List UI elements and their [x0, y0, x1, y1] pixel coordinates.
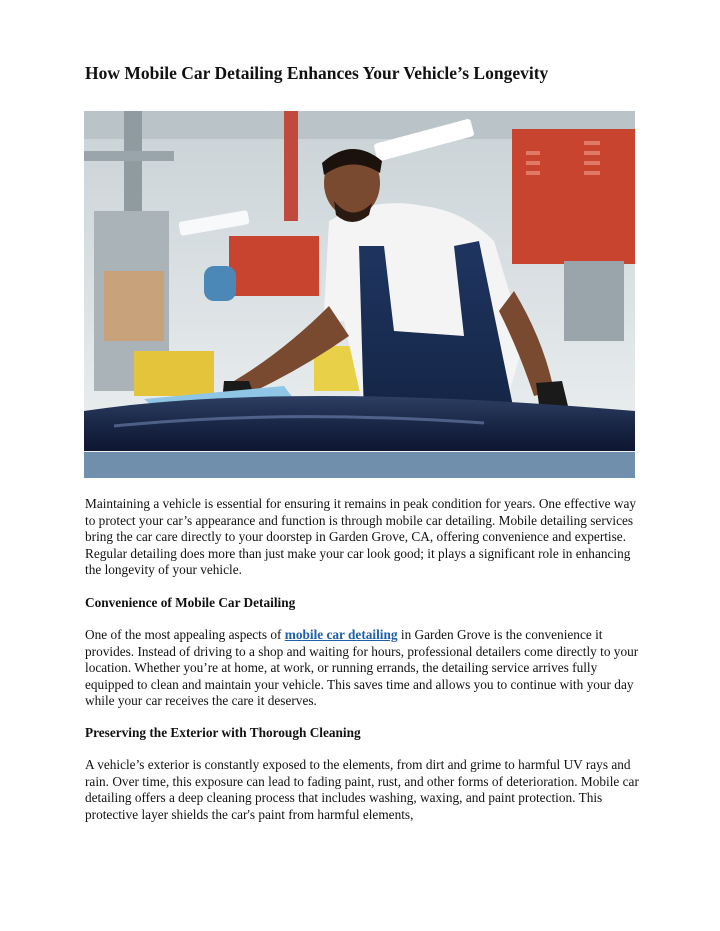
article-title: How Mobile Car Detailing Enhances Your Vehicle’s Longevity — [85, 63, 549, 83]
convenience-paragraph — [85, 627, 640, 710]
paragraph-text-before-link: One of the most appealing aspects of — [85, 627, 285, 642]
section-heading-exterior: Preserving the Exterior with Thorough Cleaning — [85, 725, 361, 740]
hero-image — [84, 111, 635, 478]
intro-paragraph: Maintaining a vehicle is essential for ensuring it remains in peak condition for years. One effective way to protect your car’s appearance and function is through mobile car detailing. Mobile detailing services bring the car care directly to your doorstep in Garden Grove, CA, offering convenience and expertise. Regular detailing does more than just make your car look good; it plays a significant role in enhancing the longevity of your vehicle. — [85, 496, 637, 578]
mechanic-photo-icon — [84, 111, 635, 478]
exterior-paragraph: A vehicle’s exterior is constantly exposed to the elements, from dirt and grime to harmful UV rays and rain. Over time, this exposure can lead to fading paint, rust, and other forms of deterioration. Mobile car detailing offers a deep cleaning process that includes washing, waxing, and paint protection. This protective layer shields the car's paint from harmful elements, — [85, 757, 639, 822]
section-heading-convenience: Convenience of Mobile Car Detailing — [85, 595, 296, 610]
paragraph-text-after-link: in Garden Grove is the convenience it provides. Instead of driving to a shop and waiting for hours, professional detailers come directly to your location. Whether you’re at home, at work, or running errands, the detailing service arrives fully equipped to clean and maintain your vehicle. This saves time and allows you to continue with your day while your car receives the care it deserves. — [85, 627, 639, 709]
mobile-car-detailing-link[interactable]: mobile car detailing — [284, 627, 398, 642]
